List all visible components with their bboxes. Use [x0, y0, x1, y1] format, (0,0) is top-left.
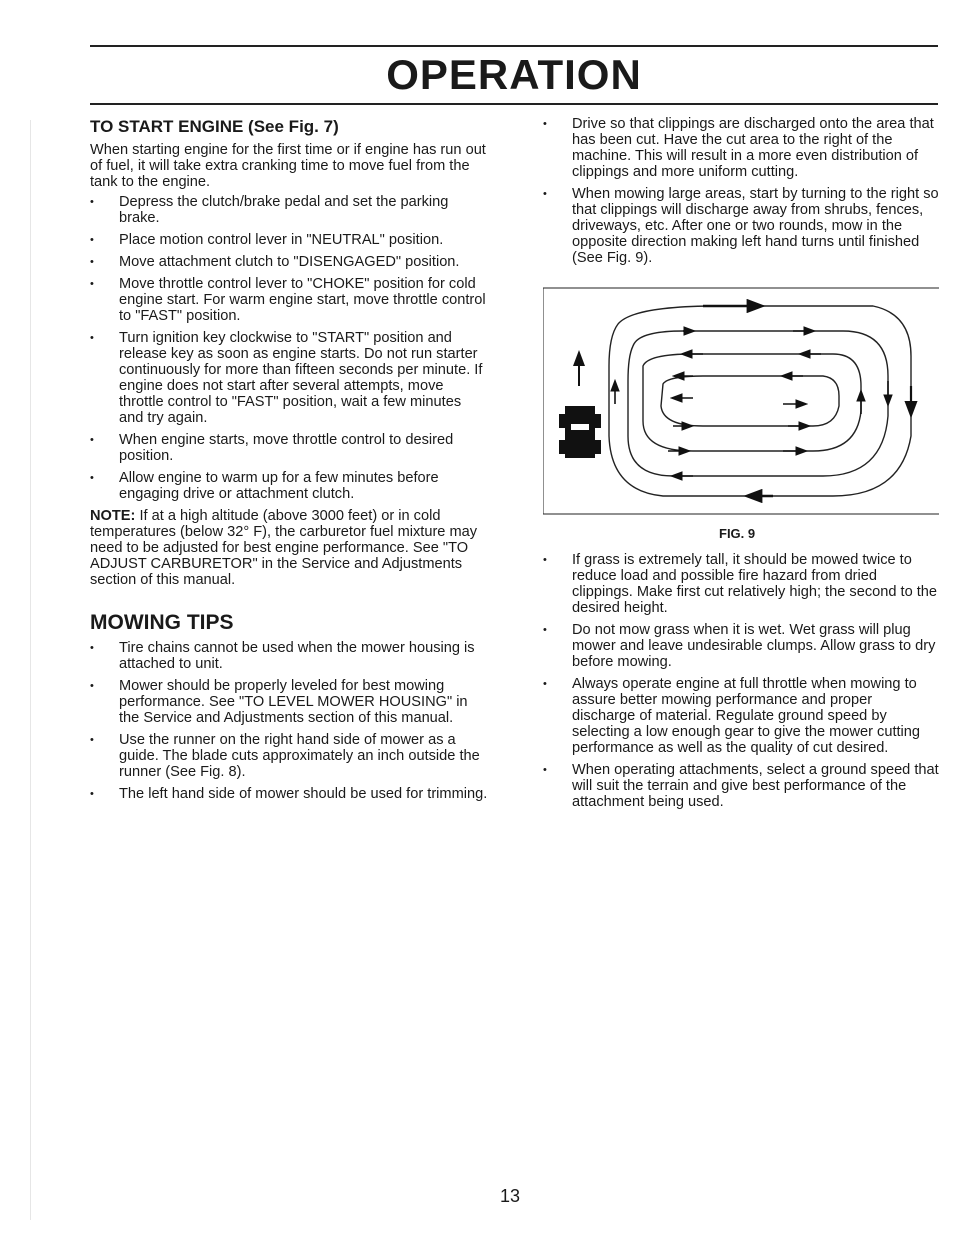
tractor-icon	[559, 406, 601, 458]
second-path-line	[628, 331, 888, 476]
mowing-spiral-diagram	[543, 286, 939, 518]
list-item: • Place motion control lever in "NEUTRAL" position.	[90, 232, 488, 248]
list-item: • Move throttle control lever to "CHOKE" position for cold engine start. For warm engine start, move throttle control to "FAST" position.	[90, 276, 488, 324]
list-item: • Move attachment clutch to "DISENGAGED" position.	[90, 254, 488, 270]
list-item: • When engine starts, move throttle control to desired position.	[90, 432, 488, 464]
title-rule-top	[90, 45, 938, 47]
mowing-pattern-figure	[543, 286, 939, 542]
note-label: NOTE:	[90, 508, 136, 524]
third-path-line	[643, 354, 861, 451]
list-item: • Turn ignition key clockwise to "START" position and release key as soon as engine starts. Do not run starter continuously for more than fifteen seconds per minute. If engine does not start after several attempts, move throttle control to "FAST" position, wait a few minutes and try again.	[90, 330, 488, 426]
start-engine-heading: TO START ENGINE (See Fig. 7)	[90, 117, 339, 136]
note-paragraph	[90, 508, 488, 588]
list-item: • Always operate engine at full throttle when mowing to assure better mowing performance and proper discharge of material. Regulate ground speed by selecting a low enough gear to give the mower cutting performance as well as the quality of cut desired.	[543, 676, 939, 756]
page-number: 13	[499, 1186, 521, 1206]
list-item: • Depress the clutch/brake pedal and set the parking brake.	[90, 194, 488, 226]
right-column	[543, 116, 939, 816]
list-item: • When operating attachments, select a ground speed that will suit the terrain and give best performance of the attachment being used.	[543, 762, 939, 810]
page-title: OPERATION	[386, 51, 642, 98]
inner-path-line	[661, 376, 839, 426]
title-rule-bottom	[90, 103, 938, 105]
left-column	[90, 116, 488, 808]
figure-caption: FIG. 9	[719, 526, 756, 541]
mowing-tips-list	[90, 640, 488, 802]
note-text: If at a high altitude (above 3000 feet) or in cold temperatures (below 32° F), the carburetor fuel mixture may need to be adjusted for best engine performance. See "TO ADJUST CARBURETOR" in the Service and Adjustments section of this manual.	[90, 508, 478, 588]
list-item: • Do not mow grass when it is wet. Wet grass will plug mower and leave undesirable clumps. Allow grass to dry before mowing.	[543, 622, 939, 670]
page-edge-shadow	[30, 120, 31, 1220]
list-item: • The left hand side of mower should be used for trimming.	[90, 786, 488, 802]
mowing-conditions-list	[543, 552, 939, 810]
start-engine-intro: When starting engine for the first time or if engine has run out of fuel, it will take extra cranking time to move fuel from the tank to the engine.	[90, 142, 486, 190]
list-item: • Allow engine to warm up for a few minutes before engaging drive or attachment clutch.	[90, 470, 488, 502]
mowing-direction-list	[543, 116, 939, 266]
list-item: • Mower should be properly leveled for best mowing performance. See "TO LEVEL MOWER HOUSING" in the Service and Adjustments section of this manual.	[90, 678, 488, 726]
list-item: • Drive so that clippings are discharged onto the area that has been cut. Have the cut area to the right of the machine. This will result in a more even distribution of clippings and more uniform cutting.	[543, 116, 939, 180]
list-item: • When mowing large areas, start by turning to the right so that clippings will discharge away from shrubs, fences, driveways, etc. After one or two rounds, mow in the opposite direction making left hand turns until finished (See Fig. 9).	[543, 186, 939, 266]
list-item: • Use the runner on the right hand side of mower as a guide. The blade cuts approximately an inch outside the runner (See Fig. 8).	[90, 732, 488, 780]
list-item: • Tire chains cannot be used when the mower housing is attached to unit.	[90, 640, 488, 672]
mowing-tips-heading: MOWING TIPS	[90, 611, 234, 634]
list-item: • If grass is extremely tall, it should be mowed twice to reduce load and possible fire hazard from dried clippings. Make first cut relatively high; the second to the desired height.	[543, 552, 939, 616]
start-engine-list	[90, 194, 488, 502]
